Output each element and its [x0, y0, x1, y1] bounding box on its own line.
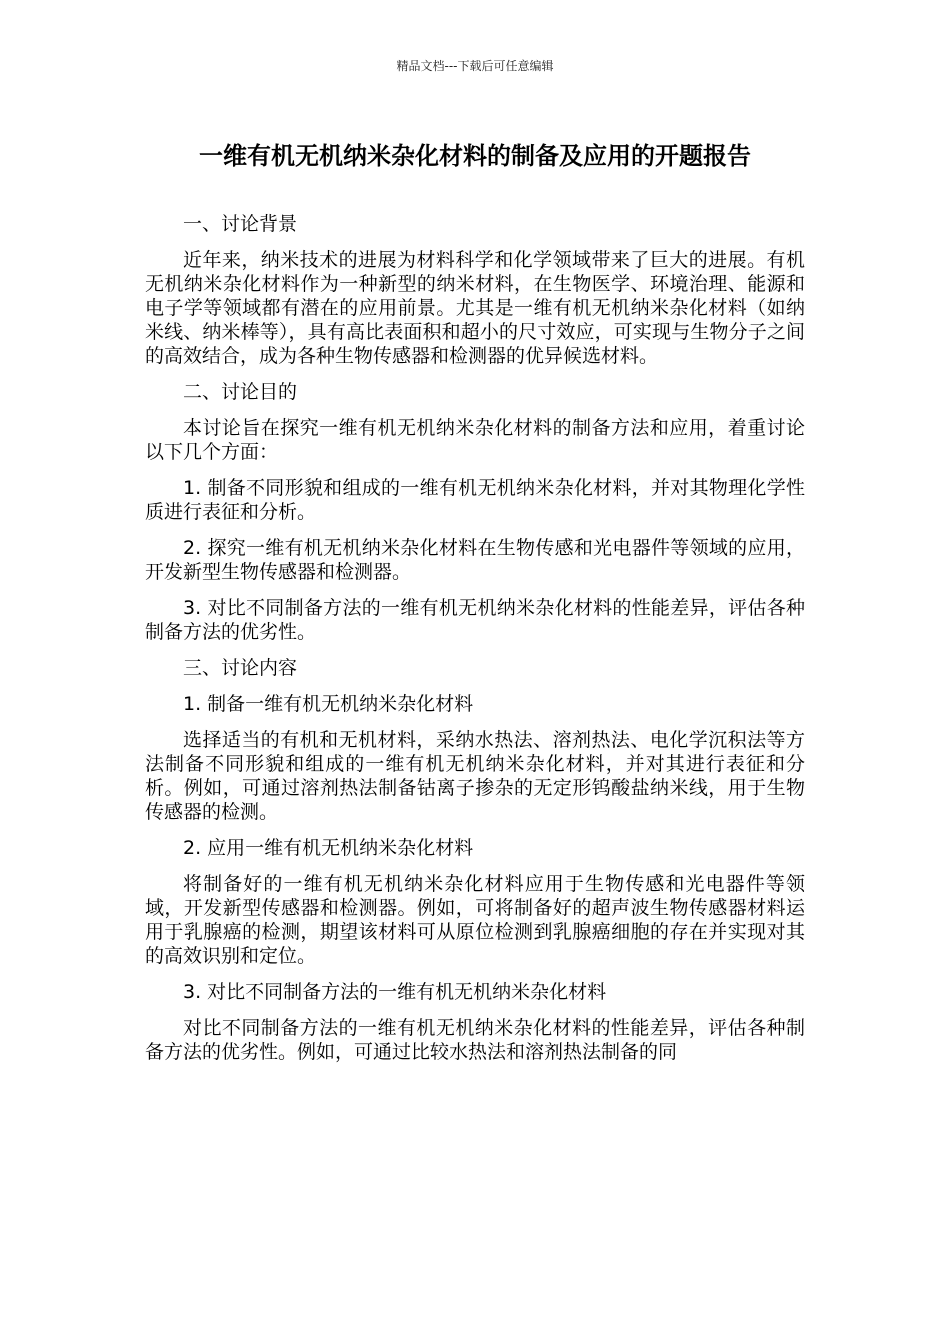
section-heading-purpose: 二、讨论目的 — [183, 381, 298, 403]
content-paragraph-1: 选择适当的有机和无机材料，采纳水热法、溶剂热法、电化学沉积法等方法制备不同形貌和组成的一维有机无机纳米杂化材料，并对其进行表征和分析。例如，可通过溶剂热法制备钴离子掺杂的无定形钨酸盐纳米线，用于生物传感器的检测。 — [145, 729, 805, 823]
document-body — [145, 212, 805, 1076]
purpose-item-2: 2. 探究一维有机无机纳米杂化材料在生物传感和光电器件等领域的应用，开发新型生物传感器和检测器。 — [145, 537, 805, 583]
content-paragraph-2: 将制备好的一维有机无机纳米杂化材料应用于生物传感和光电器件等领域，开发新型传感器和检测器。例如，可将制备好的超声波生物传感器材料运用于乳腺癌的检测，期望该材料可从原位检测到乳腺癌细胞的存在并实现对其的高效识别和定位。 — [145, 873, 805, 967]
paragraph-purpose-intro: 本讨论旨在探究一维有机无机纳米杂化材料的制备方法和应用，着重讨论以下几个方面： — [145, 417, 805, 463]
document-title: 一维有机无机纳米杂化材料的制备及应用的开题报告 — [199, 142, 751, 170]
content-subheading-3: 3. 对比不同制备方法的一维有机无机纳米杂化材料 — [183, 981, 607, 1003]
paragraph-background: 近年来，纳米技术的进展为材料科学和化学领域带来了巨大的进展。有机无机纳米杂化材料作为一种新型的纳米材料，在生物医学、环境治理、能源和电子学等领域都有潜在的应用前景。尤其是一维有机无机纳米杂化材料（如纳米线、纳米棒等），具有高比表面积和超小的尺寸效应，可实现与生物分子之间的高效结合，成为各种生物传感器和检测器的优异候选材料。 — [145, 249, 805, 367]
content-subheading-1: 1. 制备一维有机无机纳米杂化材料 — [183, 693, 474, 715]
content-paragraph-3: 对比不同制备方法的一维有机无机纳米杂化材料的性能差异，评估各种制备方法的优劣性。例如，可通过比较水热法和溶剂热法制备的同 — [145, 1017, 805, 1063]
content-subheading-2: 2. 应用一维有机无机纳米杂化材料 — [183, 837, 474, 859]
purpose-item-1: 1. 制备不同形貌和组成的一维有机无机纳米杂化材料，并对其物理化学性质进行表征和分析。 — [145, 477, 805, 523]
page-header-note: 精品文档---下载后可任意编辑 — [396, 59, 554, 73]
section-heading-background: 一、讨论背景 — [183, 213, 298, 235]
purpose-item-3: 3. 对比不同制备方法的一维有机无机纳米杂化材料的性能差异，评估各种制备方法的优劣性。 — [145, 597, 805, 643]
section-heading-content: 三、讨论内容 — [183, 657, 298, 679]
